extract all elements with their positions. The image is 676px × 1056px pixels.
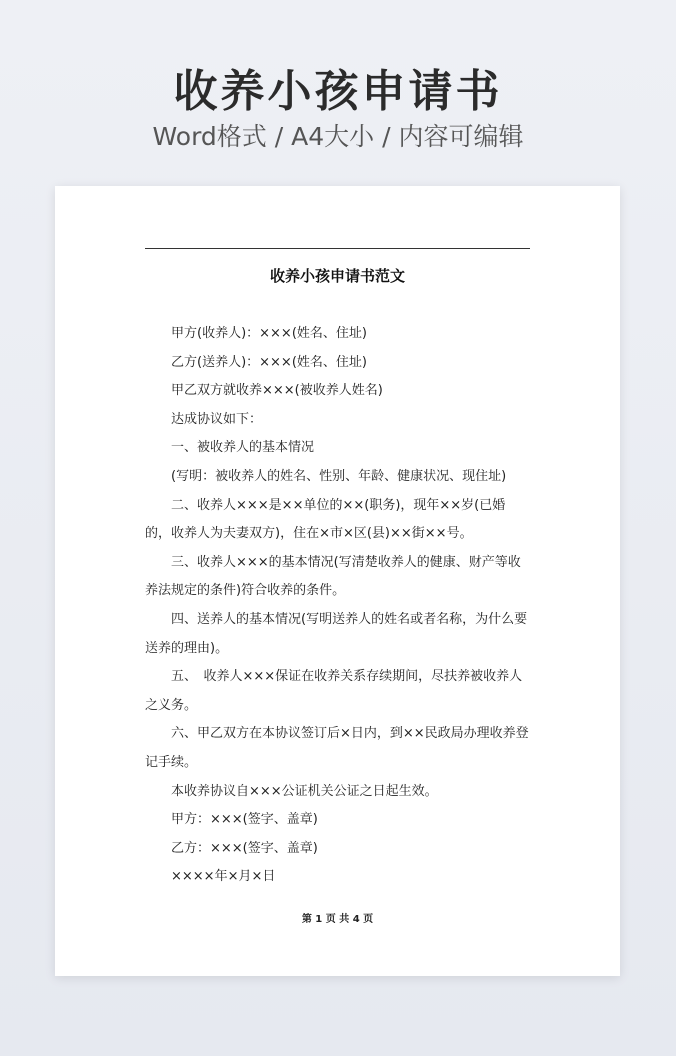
banner-subtitle: Word格式 / A4大小 / 内容可编辑 xyxy=(152,122,524,151)
paragraph-agreement-intro: 甲乙双方就收养×××(被收养人姓名) xyxy=(171,383,383,399)
page-number: 第 1 页 共 4 页 xyxy=(301,914,374,925)
paragraph-agreement-terms: 达成协议如下： xyxy=(171,411,263,427)
signature-party-b: 乙方：×××(签字、盖章) xyxy=(171,840,318,856)
paragraph-section-4: 四、送养人的基本情况(写明送养人的姓名或者名称，为什么要送养的理由)。 xyxy=(145,611,528,656)
paragraph-section-5: 五、 收养人×××保证在收养关系存续期间，尽扶养被收养人之义务。 xyxy=(145,669,523,713)
document-title: 收养小孩申请书范文 xyxy=(269,267,405,285)
signature-date: ××××年×月×日 xyxy=(171,869,276,885)
header-rule xyxy=(145,248,530,249)
paragraph-section-2: 二、收养人×××是××单位的××(职务)，现年××岁(已婚的，收养人为夫妻双方)，住在×市×区(县)××街××号。 xyxy=(145,497,506,542)
banner-title: 收养小孩申请书 xyxy=(173,66,503,117)
paragraph-section-1: 一、被收养人的基本情况 xyxy=(171,440,315,456)
paragraph-section-3: 三、收养人×××的基本情况(写清楚收养人的健康、财产等收养法规定的条件)符合收养的条件。 xyxy=(145,554,521,599)
signature-party-a: 甲方：×××(签字、盖章) xyxy=(171,812,318,828)
paragraph-party-b: 乙方(送养人)：×××(姓名、住址) xyxy=(171,354,367,370)
paragraph-effective: 本收养协议自×××公证机关公证之日起生效。 xyxy=(171,783,438,799)
paragraph-section-6: 六、甲乙双方在本协议签订后×日内，到××民政局办理收养登记手续。 xyxy=(145,726,529,770)
paragraph-section-1-note: (写明：被收养人的姓名、性别、年龄、健康状况、现住址) xyxy=(171,468,507,484)
paragraph-party-a: 甲方(收养人)：×××(姓名、住址) xyxy=(171,326,367,341)
document-body xyxy=(145,320,530,892)
document-page xyxy=(55,186,620,976)
